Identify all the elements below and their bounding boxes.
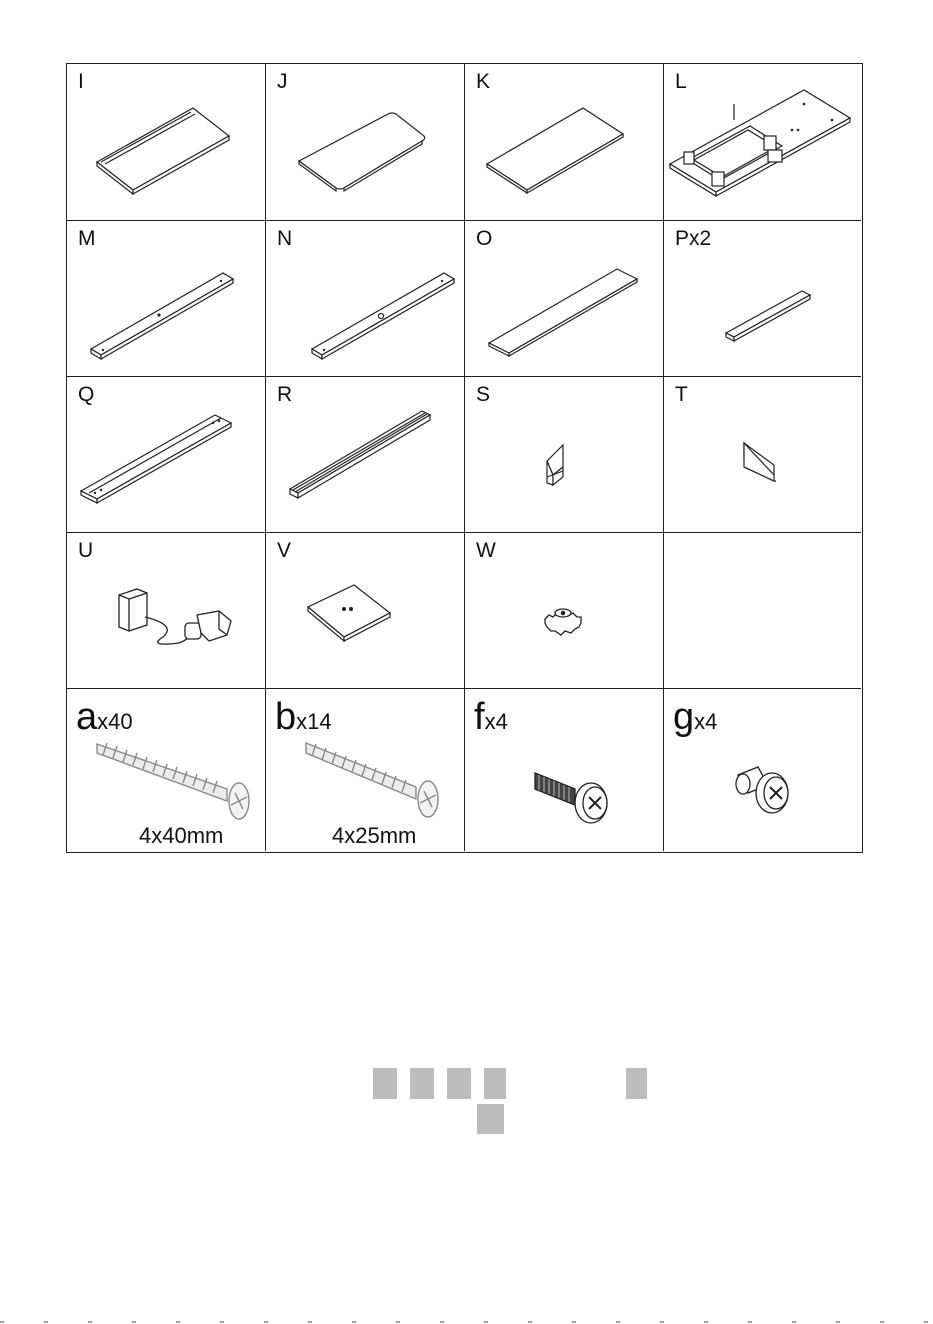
hardware-qty-b: x14 [296, 709, 332, 734]
redaction-block [484, 1068, 506, 1099]
part-label-O: O [476, 227, 493, 250]
part-label-T: T [675, 383, 688, 406]
part-cell-W [465, 533, 664, 689]
part-label-J: J [277, 70, 288, 93]
rail-board-icon [67, 377, 266, 533]
hardware-qty-a: x40 [97, 709, 133, 734]
redaction-block [477, 1104, 504, 1134]
hardware-cell-f [465, 689, 664, 851]
part-cell-V [266, 533, 465, 689]
hardware-cell-b [266, 689, 465, 851]
knob-icon [465, 533, 664, 689]
part-cell-M [67, 221, 266, 377]
part-label-V: V [277, 539, 292, 562]
part-label-I: I [78, 70, 84, 93]
redaction-block [373, 1068, 397, 1099]
part-cell-O [465, 221, 664, 377]
part-cell-T [664, 377, 861, 533]
part-cell-N [266, 221, 465, 377]
beam-with-center-hole-icon [266, 221, 465, 377]
hardware-qty-g: x4 [694, 709, 718, 734]
part-cell-L [664, 64, 861, 221]
hardware-size-b: 4x25mm [332, 823, 417, 848]
part-label-K: K [476, 70, 491, 93]
part-cell-J [266, 64, 465, 221]
beam-with-hole-icon [67, 221, 266, 377]
hardware-cell-a [67, 689, 266, 851]
hardware-letter-f: f [474, 696, 485, 738]
hardware-letter-a: a [76, 696, 98, 738]
page-bottom-edge [0, 1320, 933, 1324]
part-cell-S [465, 377, 664, 533]
part-label-M: M [78, 227, 96, 250]
parts-list-grid [66, 63, 863, 853]
part-cell-K [465, 64, 664, 221]
redaction-block [626, 1068, 647, 1099]
part-cell-U [67, 533, 266, 689]
hardware-size-a: 4x40mm [139, 823, 224, 848]
rounded-panel-icon [266, 64, 465, 221]
part-cell-I [67, 64, 266, 221]
grooved-rail-icon [266, 377, 465, 533]
part-label-W: W [476, 539, 496, 562]
part-label-Q: Q [78, 383, 95, 406]
short-bolt-icon [664, 689, 861, 851]
square-plate-icon [266, 533, 465, 689]
short-bar-icon [664, 221, 861, 377]
base-frame-with-motor-icon [664, 64, 861, 221]
hardware-qty-f: x4 [484, 709, 508, 734]
flat-panel-icon [465, 64, 664, 221]
part-label-P: Px2 [675, 227, 712, 250]
wedge-bracket-right-icon [664, 377, 861, 533]
part-label-R: R [277, 383, 293, 406]
long-board-icon [465, 221, 664, 377]
part-label-N: N [277, 227, 293, 250]
part-label-L: L [675, 70, 687, 93]
redaction-block [410, 1068, 434, 1099]
part-cell-Q [67, 377, 266, 533]
part-cell-R [266, 377, 465, 533]
redaction-block [447, 1068, 471, 1099]
hardware-letter-g: g [673, 696, 695, 738]
motor-with-cable-and-knob-icon [67, 533, 266, 689]
part-label-U: U [78, 539, 94, 562]
part-label-S: S [476, 383, 491, 406]
hardware-cell-g [664, 689, 861, 851]
wedge-bracket-left-icon [465, 377, 664, 533]
hardware-letter-b: b [275, 696, 297, 738]
machine-bolt-icon [465, 689, 664, 851]
panel-with-rail-icon [67, 64, 266, 221]
part-cell-empty [664, 533, 861, 689]
part-cell-P [664, 221, 861, 377]
